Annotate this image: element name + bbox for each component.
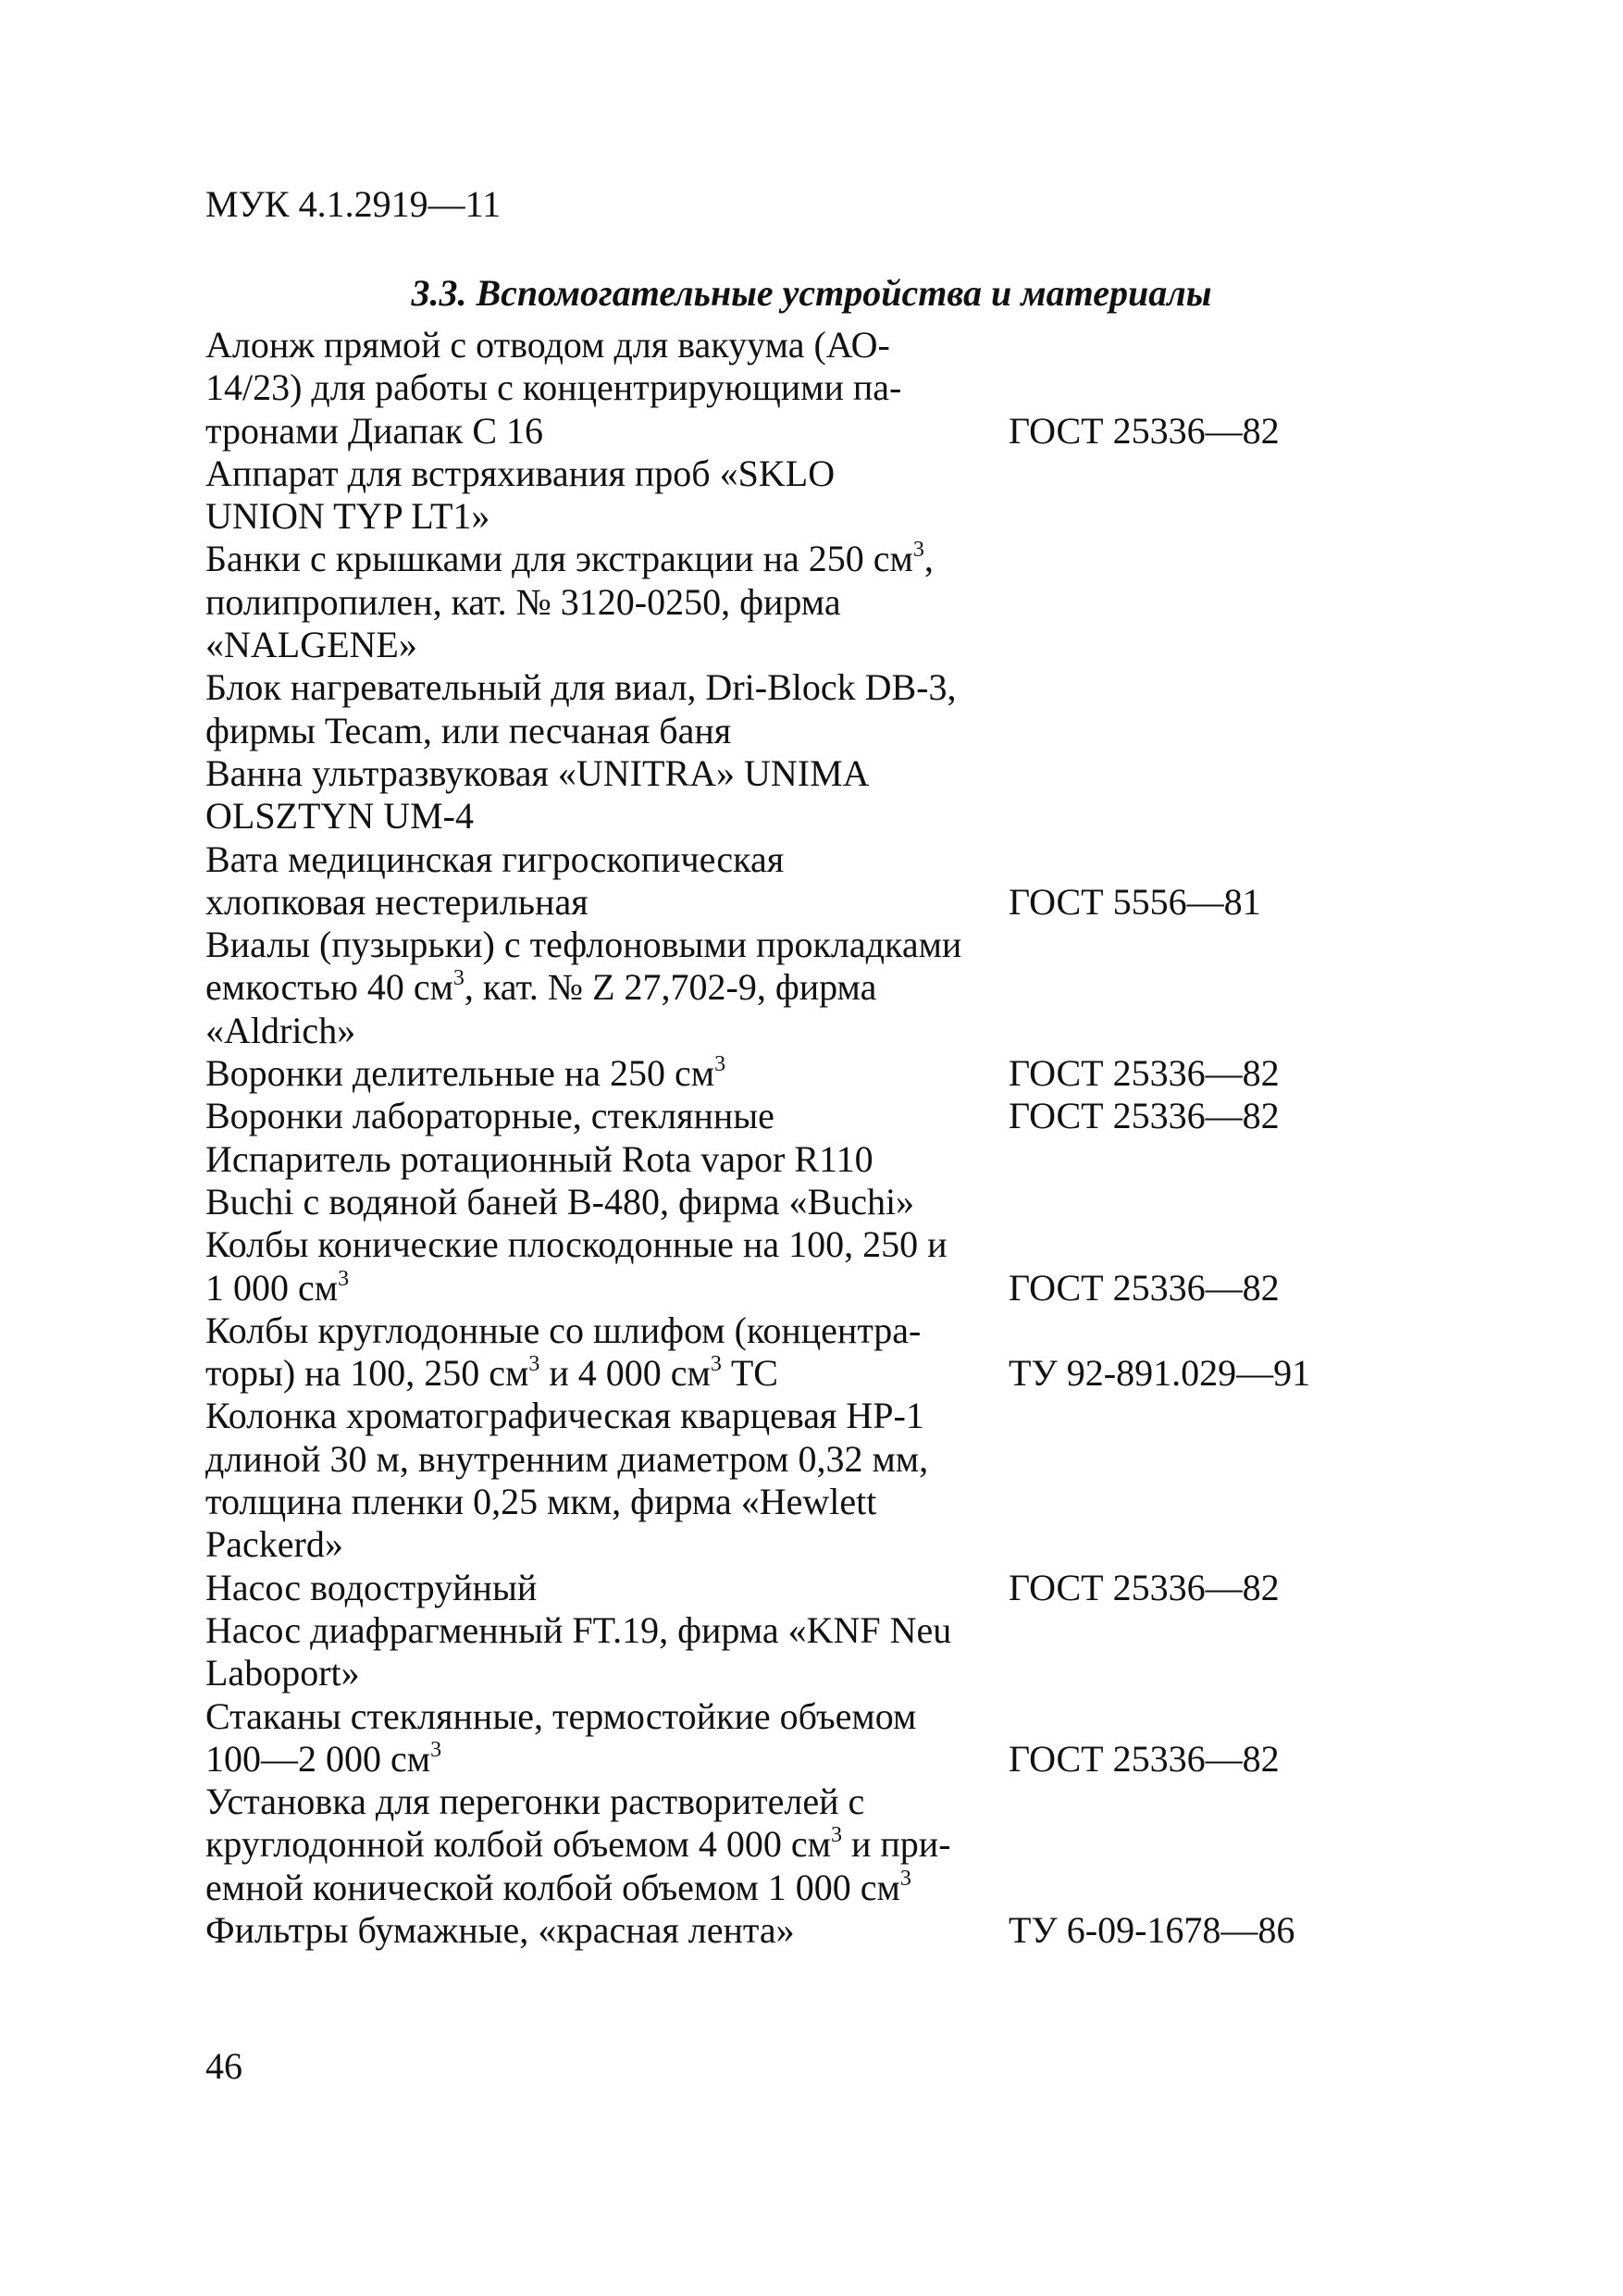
material-item <box>205 1223 1334 1309</box>
material-name-line: Вата медицинская гигроскопическая <box>205 838 785 880</box>
page-number: 46 <box>205 2045 242 2087</box>
material-name <box>205 1909 1006 1952</box>
material-name-line: Насос диафрагменный FT.19, фирма «KNF Neu <box>205 1608 952 1651</box>
material-name <box>205 1609 1006 1695</box>
material-name-line: Испаритель ротационный Rota vapor R110 <box>205 1137 873 1180</box>
material-standard: ГОСТ 25336—82 <box>1009 1095 1280 1137</box>
material-name-line: Фильтры бумажные, «красная лента» <box>205 1908 795 1951</box>
material-name-line: фирмы Tecam, или песчаная баня <box>205 709 732 751</box>
material-name-line: «NALGENE» <box>205 624 417 666</box>
material-name-line: 100—2 000 $см^3$ <box>205 1737 442 1780</box>
material-standard: ГОСТ 25336—82 <box>1009 1266 1280 1309</box>
material-name-line: Банки с крышками для экстракции на 250 $см^3$, <box>205 538 934 580</box>
material-name <box>205 752 1006 838</box>
material-name-line: полипропилен, кат. № 3120-0250, фирма <box>205 580 841 623</box>
material-standard: ГОСТ 5556—81 <box>1009 880 1261 923</box>
material-name-line: торы) на 100, 250 $см^3$ и 4 000 $см^3$ ТС <box>205 1352 778 1395</box>
material-name-line: Buchi с водяной баней B-480, фирма «Buchi» <box>205 1180 915 1222</box>
material-standard: ТУ 92-891.029—91 <box>1009 1352 1311 1395</box>
material-name-line: емной конической колбой объемом 1 000 $см^3$ <box>205 1866 911 1908</box>
material-standard: ГОСТ 25336—82 <box>1009 1566 1280 1608</box>
material-item <box>205 752 1334 838</box>
material-item <box>205 1567 1334 1609</box>
section-title-text: 3.3. Вспомогательные устройства и материалы <box>411 272 1212 314</box>
material-name-line: Воронки делительные на 250 $см^3$ <box>205 1052 726 1095</box>
material-name <box>205 1781 1006 1909</box>
material-name-line: толщина пленки 0,25 мкм, фирма «Hewlett <box>205 1481 877 1523</box>
material-item <box>205 1395 1334 1566</box>
material-name-line: 14/23) для работы с концентрирующими па- <box>205 366 902 409</box>
material-item <box>205 1909 1334 1952</box>
material-name-line: Аппарат для встряхивания проб «SKLO <box>205 452 836 494</box>
material-name-line: Виалы (пузырьки) с тефлоновыми прокладками <box>205 924 962 966</box>
material-name <box>205 924 1006 1052</box>
material-name-line: Установка для перегонки растворителей с <box>205 1781 865 1823</box>
material-name <box>205 1095 1006 1137</box>
material-item <box>205 1052 1334 1095</box>
materials-list <box>205 324 1334 1952</box>
material-item <box>205 538 1334 666</box>
material-name-line: Laboport» <box>205 1652 360 1694</box>
document-header: МУК 4.1.2919—11 <box>205 183 502 225</box>
material-item <box>205 1609 1334 1695</box>
section-title <box>0 270 1623 316</box>
material-item <box>205 453 1334 539</box>
material-name-line: OLSZTYN UM-4 <box>205 795 474 838</box>
material-standard: ТУ 6-09-1678—86 <box>1009 1908 1295 1951</box>
material-name-line: Стаканы стеклянные, термостойкие объемом <box>205 1694 917 1737</box>
material-name <box>205 1223 1006 1309</box>
material-name <box>205 1309 1006 1396</box>
material-item <box>205 924 1334 1052</box>
material-name <box>205 1695 1006 1781</box>
material-name <box>205 538 1006 666</box>
material-standard: ГОСТ 25336—82 <box>1009 409 1280 452</box>
material-item <box>205 324 1334 453</box>
material-name-line: Воронки лабораторные, стеклянные <box>205 1095 774 1137</box>
material-item <box>205 1095 1334 1137</box>
material-name <box>205 838 1006 925</box>
material-item <box>205 838 1334 925</box>
material-standard: ГОСТ 25336—82 <box>1009 1052 1280 1095</box>
material-name-line: Packerd» <box>205 1523 343 1566</box>
material-name-line: круглодонной колбой объемом 4 000 $см^3$ и при- <box>205 1823 951 1866</box>
material-name-line: Ванна ультразвуковая «UNITRA» UNIMA <box>205 751 870 794</box>
material-name <box>205 324 1006 453</box>
material-name <box>205 1138 1006 1224</box>
material-name-line: UNION TYP LT1» <box>205 495 490 538</box>
material-item <box>205 1781 1334 1909</box>
material-item <box>205 1309 1334 1396</box>
material-name-line: длиной 30 м, внутренним диаметром 0,32 мм, <box>205 1437 929 1480</box>
material-name-line: Колонка хроматографическая кварцевая HP-1 <box>205 1395 924 1437</box>
material-item <box>205 666 1334 752</box>
material-name <box>205 453 1006 539</box>
material-name-line: 1 000 $см^3$ <box>205 1266 350 1309</box>
material-name-line: Алонж прямой с отводом для вакуума (АО- <box>205 324 890 366</box>
material-standard: ГОСТ 25336—82 <box>1009 1737 1280 1780</box>
material-name-line: «Aldrich» <box>205 1009 356 1051</box>
material-item <box>205 1138 1334 1224</box>
material-name <box>205 1052 1006 1095</box>
material-name-line: Колбы конические плоскодонные на 100, 250 и <box>205 1223 948 1266</box>
material-name-line: Колбы круглодонные со шлифом (концентра- <box>205 1309 922 1351</box>
material-name-line: тронами Диапак С 16 <box>205 409 544 452</box>
material-name-line: хлопковая нестерильная <box>205 880 588 923</box>
material-name <box>205 1567 1006 1609</box>
material-item <box>205 1695 1334 1781</box>
material-name-line: емкостью 40 $см^3$, кат. № Z 27,702-9, фирма <box>205 966 877 1009</box>
material-name-line: Насос водоструйный <box>205 1566 538 1608</box>
material-name-line: Блок нагревательный для виал, Dri-Block DB-3, <box>205 666 957 709</box>
material-name <box>205 1395 1006 1566</box>
material-name <box>205 666 1006 752</box>
